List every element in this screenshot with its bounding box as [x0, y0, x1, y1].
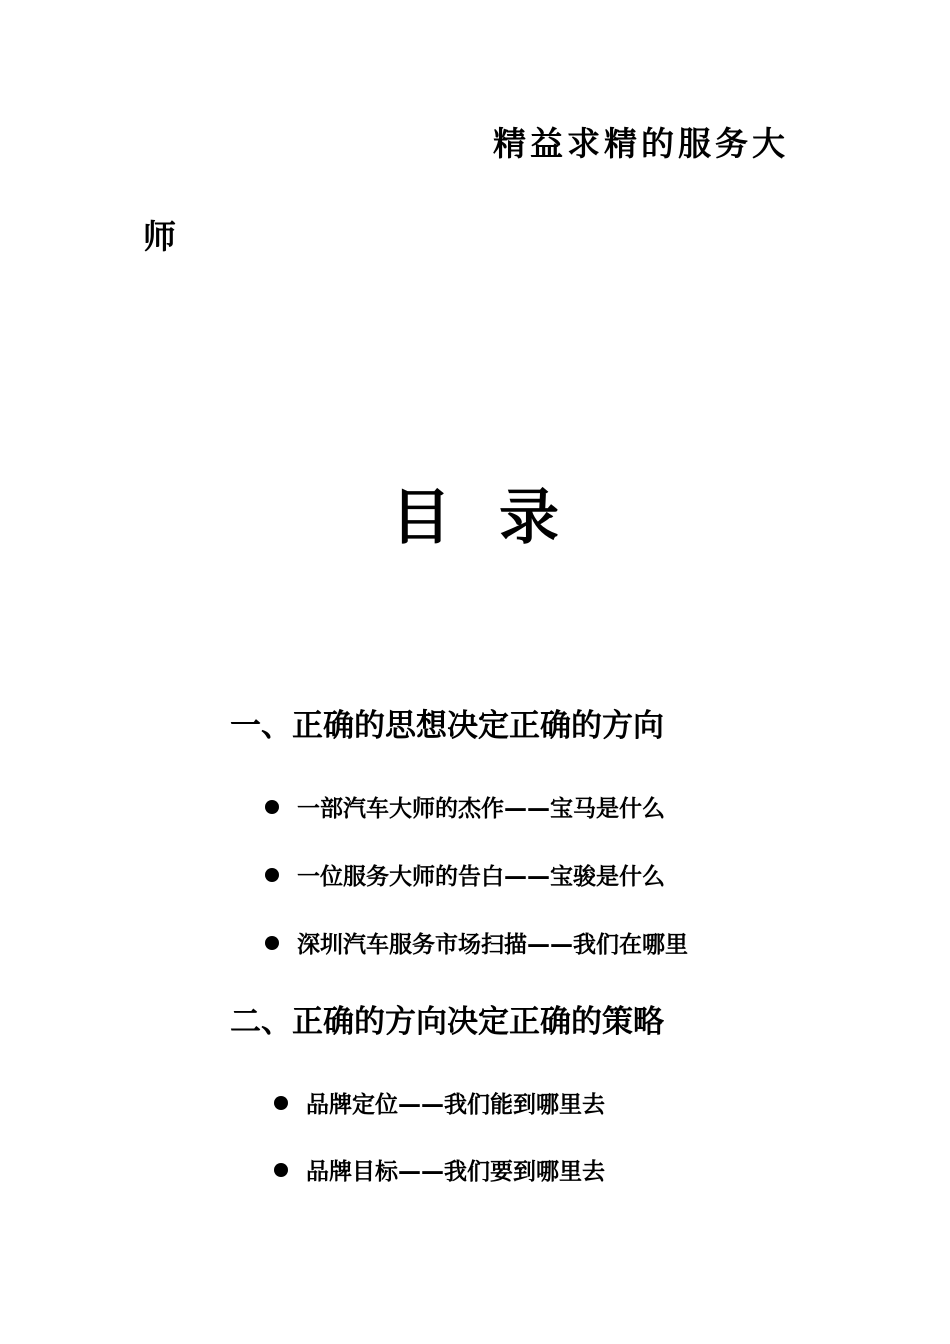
toc-list-item — [274, 1086, 605, 1119]
toc-item-text: 深圳汽车服务市场扫描——我们在哪里 — [297, 932, 688, 958]
document-title-line-2: 师 — [143, 217, 176, 256]
toc-section-1-title: 一、正确的思想决定正确的方向 — [230, 708, 664, 744]
bullet-icon — [274, 1096, 288, 1110]
toc-item-text: 品牌定位——我们能到哪里去 — [306, 1092, 605, 1118]
bullet-icon — [265, 868, 279, 882]
bullet-icon — [274, 1163, 288, 1177]
toc-section-2-title: 二、正确的方向决定正确的策略 — [230, 1004, 664, 1040]
bullet-icon — [265, 936, 279, 950]
document-title-line-1: 精益求精的服务大 — [493, 124, 789, 163]
toc-heading: 目录 — [391, 483, 607, 553]
toc-list-item — [265, 926, 688, 959]
toc-list-item — [265, 790, 665, 823]
toc-item-text: 一位服务大师的告白——宝骏是什么 — [297, 864, 665, 890]
toc-list-item — [265, 858, 665, 891]
toc-item-text: 一部汽车大师的杰作——宝马是什么 — [297, 796, 665, 822]
bullet-icon — [265, 800, 279, 814]
toc-list-item — [274, 1153, 605, 1186]
toc-item-text: 品牌目标——我们要到哪里去 — [306, 1159, 605, 1185]
